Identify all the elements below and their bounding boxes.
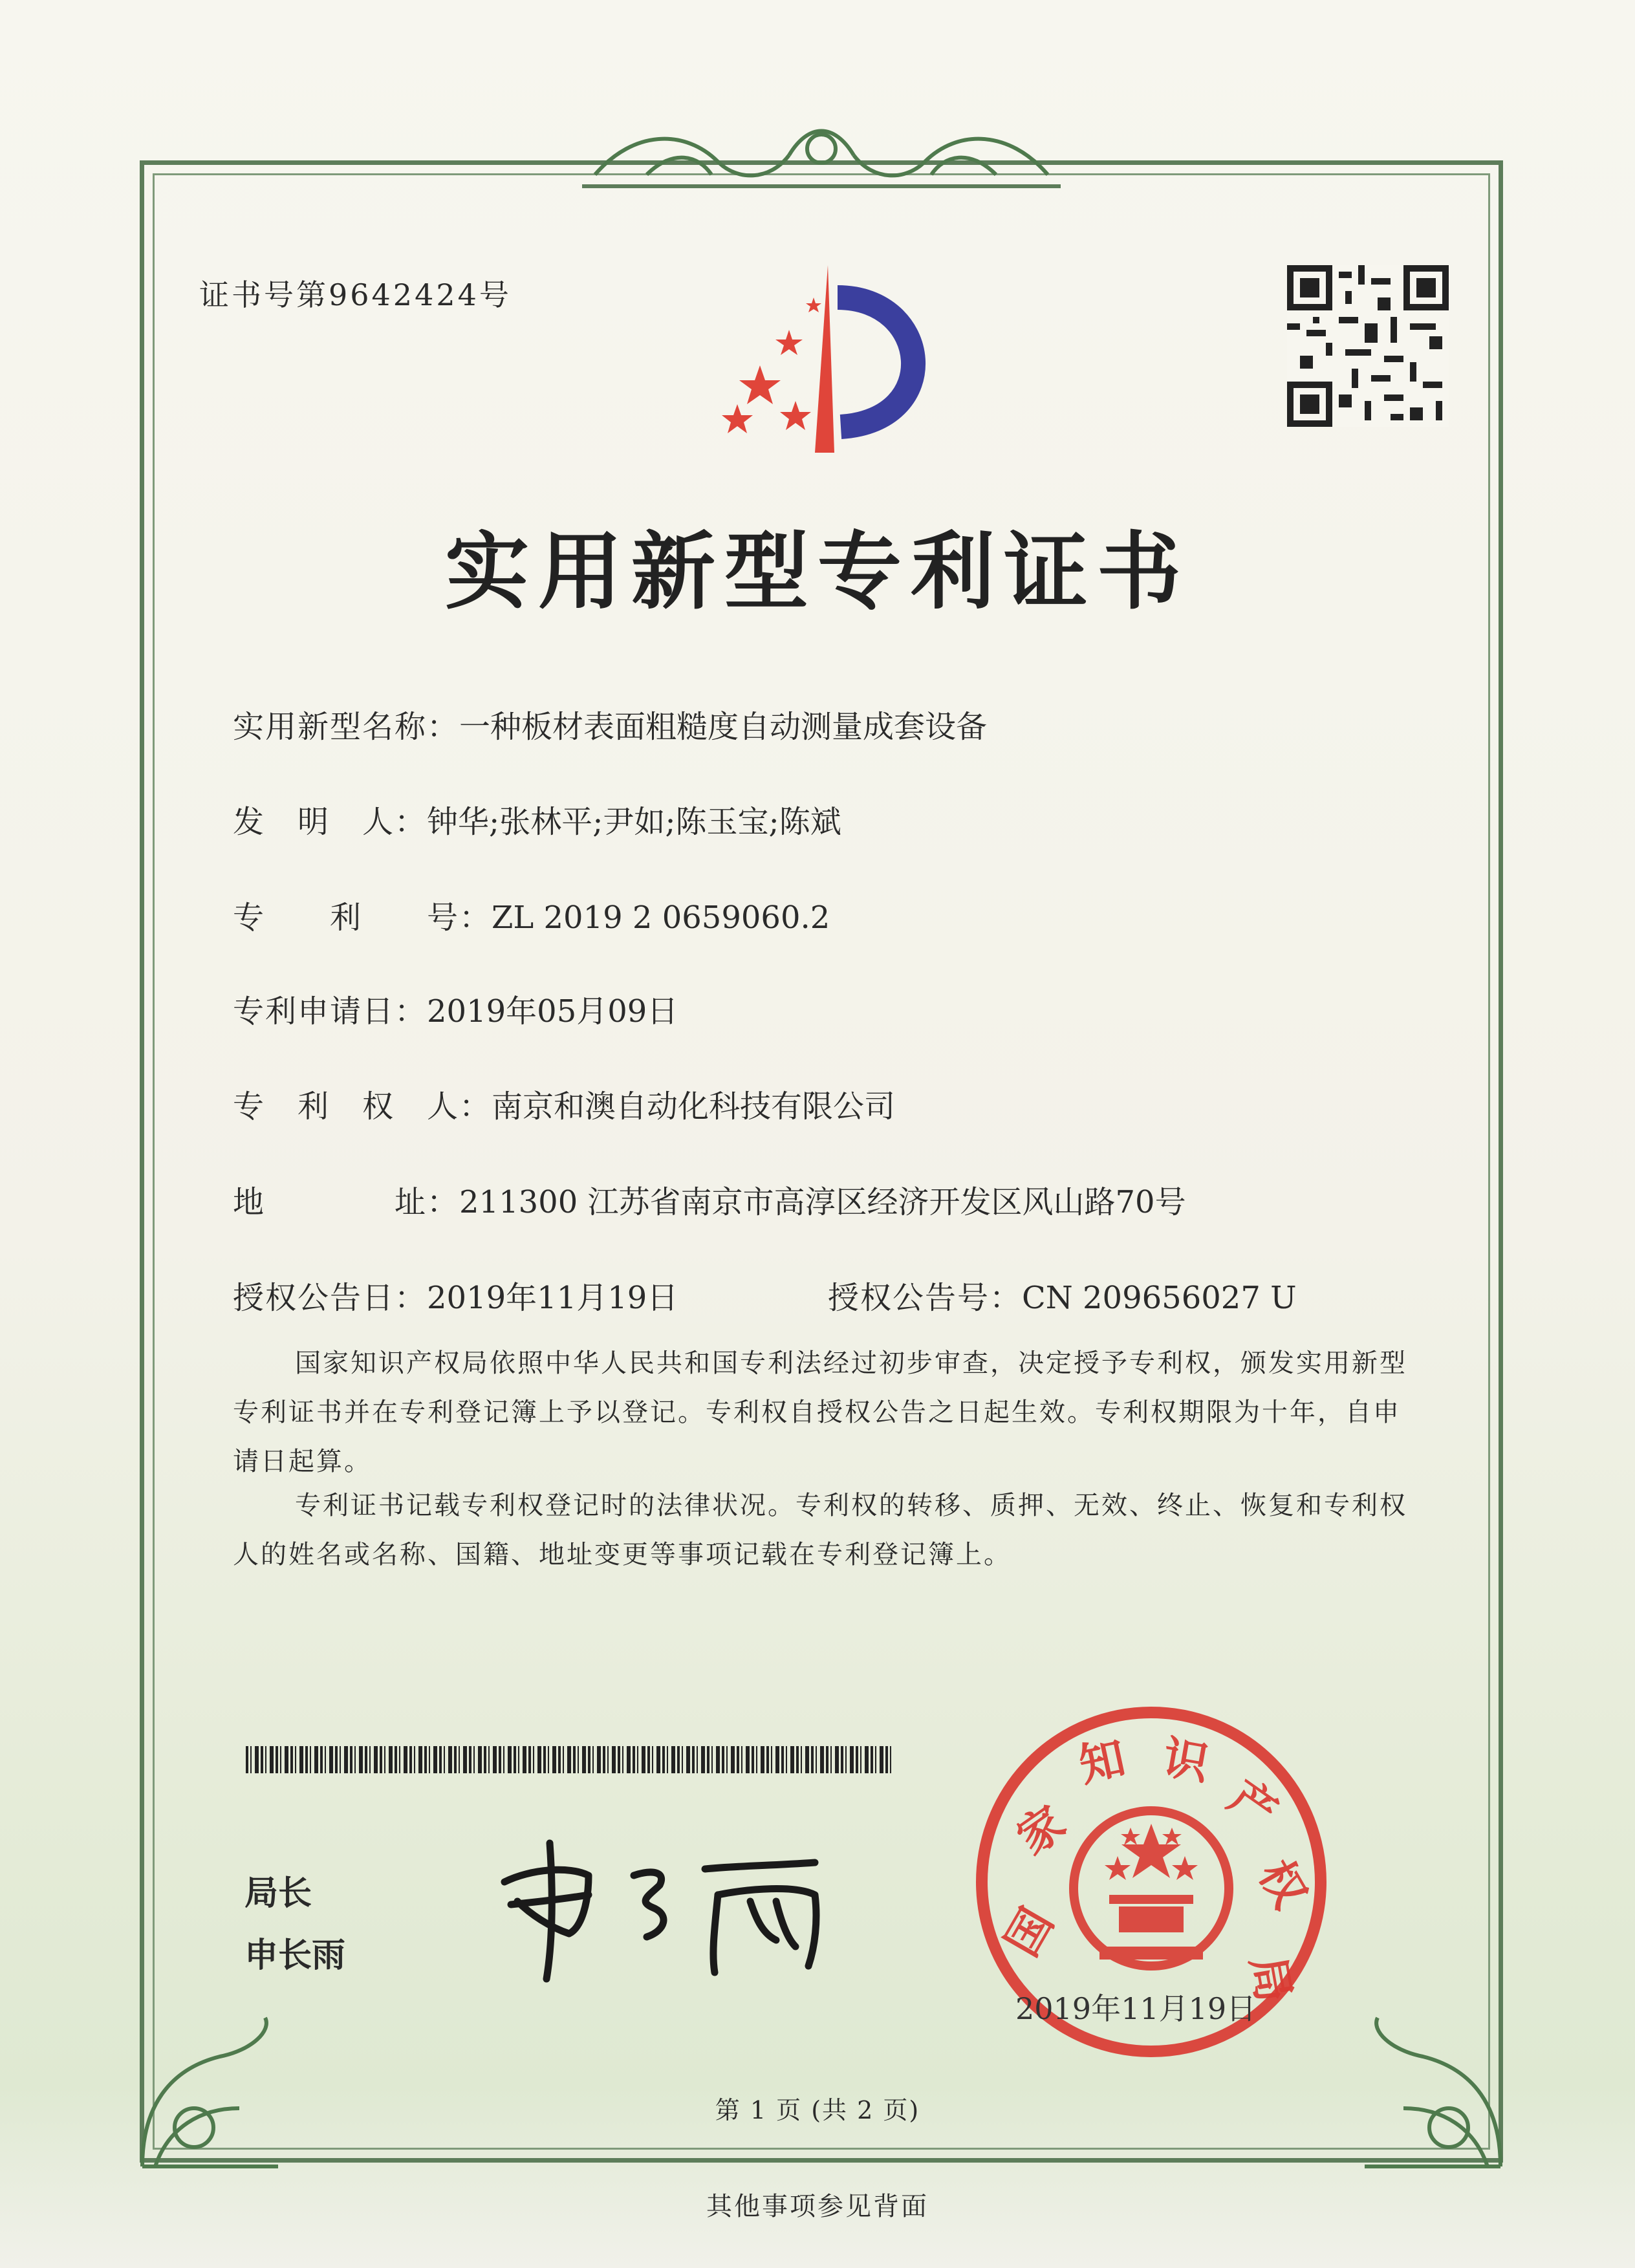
seal-date: 2019年11月19日 xyxy=(1015,1991,1257,2026)
address-label: 地 址： xyxy=(233,1184,460,1220)
svg-text:识: 识 xyxy=(1159,1730,1213,1791)
patent-number-value: ZL 2019 2 0659060.2 xyxy=(492,900,830,936)
svg-text:产: 产 xyxy=(1219,1769,1287,1840)
body-paragraph-2: 专利证书记载专利权登记时的法律状况。专利权的转移、质押、无效、终止、恢复和专利权人的姓名或名称、国籍、地址变更等事项记载在专利登记簿上。 xyxy=(233,1491,1407,1570)
utility-model-name-row xyxy=(233,702,987,746)
certificate-title: 实用新型专利证书 xyxy=(444,522,1190,621)
address-value: 211300 江苏省南京市高淳区经济开发区风山路70号 xyxy=(459,1184,1186,1220)
qr-code-icon xyxy=(1287,265,1449,427)
footer-note: 其他事项参见背面 xyxy=(706,2192,929,2221)
inventor-label: 发 明 人： xyxy=(233,804,428,840)
director-signature-icon xyxy=(492,1830,854,1985)
svg-text:局: 局 xyxy=(1240,1952,1301,2006)
application-date-label: 专利申请日： xyxy=(233,993,428,1030)
svg-text:权: 权 xyxy=(1248,1851,1317,1917)
patent-number-row xyxy=(233,892,830,937)
patentee-value: 南京和澳自动化科技有限公司 xyxy=(492,1088,896,1125)
patentee-label: 专 利 权 人： xyxy=(233,1088,492,1125)
cnipa-logo-icon xyxy=(698,259,944,459)
application-date-value: 2019年05月09日 xyxy=(427,993,678,1030)
barcode-icon xyxy=(246,1746,893,1773)
director-title: 局长 xyxy=(244,1874,312,1913)
director-name: 申长雨 xyxy=(244,1936,346,1975)
svg-text:国: 国 xyxy=(995,1899,1064,1965)
patent-number-label: 专 利 号： xyxy=(233,900,492,936)
page-number: 第 1 页 (共 2 页) xyxy=(715,2096,920,2124)
grant-number-row xyxy=(828,1273,1297,1317)
utility-model-name-label: 实用新型名称： xyxy=(233,709,460,745)
grant-number-label: 授权公告号： xyxy=(828,1280,1023,1316)
director-block xyxy=(244,1863,345,1987)
inventor-value: 钟华;张林平;尹如;陈玉宝;陈斌 xyxy=(427,804,841,840)
inventor-row xyxy=(233,797,841,841)
body-paragraph-1: 国家知识产权局依照中华人民共和国专利法经过初步审查，决定授予专利权，颁发实用新型专利证书并在专利登记簿上予以登记。专利权自授权公告之日起生效。专利权期限为十年，自申请日起算。 xyxy=(233,1348,1407,1476)
svg-text:知: 知 xyxy=(1074,1731,1131,1793)
grant-date-row xyxy=(233,1273,678,1317)
utility-model-name-value: 一种板材表面粗糙度自动测量成套设备 xyxy=(459,709,988,745)
certificate-number: 证书号第9642424号 xyxy=(199,277,512,312)
application-date-row xyxy=(233,986,678,1031)
grant-date-label: 授权公告日： xyxy=(233,1280,428,1316)
top-ornament-icon xyxy=(582,116,1061,194)
grant-date-value: 2019年11月19日 xyxy=(427,1280,678,1316)
patentee-row xyxy=(233,1081,895,1126)
grant-number-value: CN 209656027 U xyxy=(1022,1280,1297,1316)
address-row xyxy=(233,1177,1186,1222)
svg-text:家: 家 xyxy=(1007,1795,1076,1865)
